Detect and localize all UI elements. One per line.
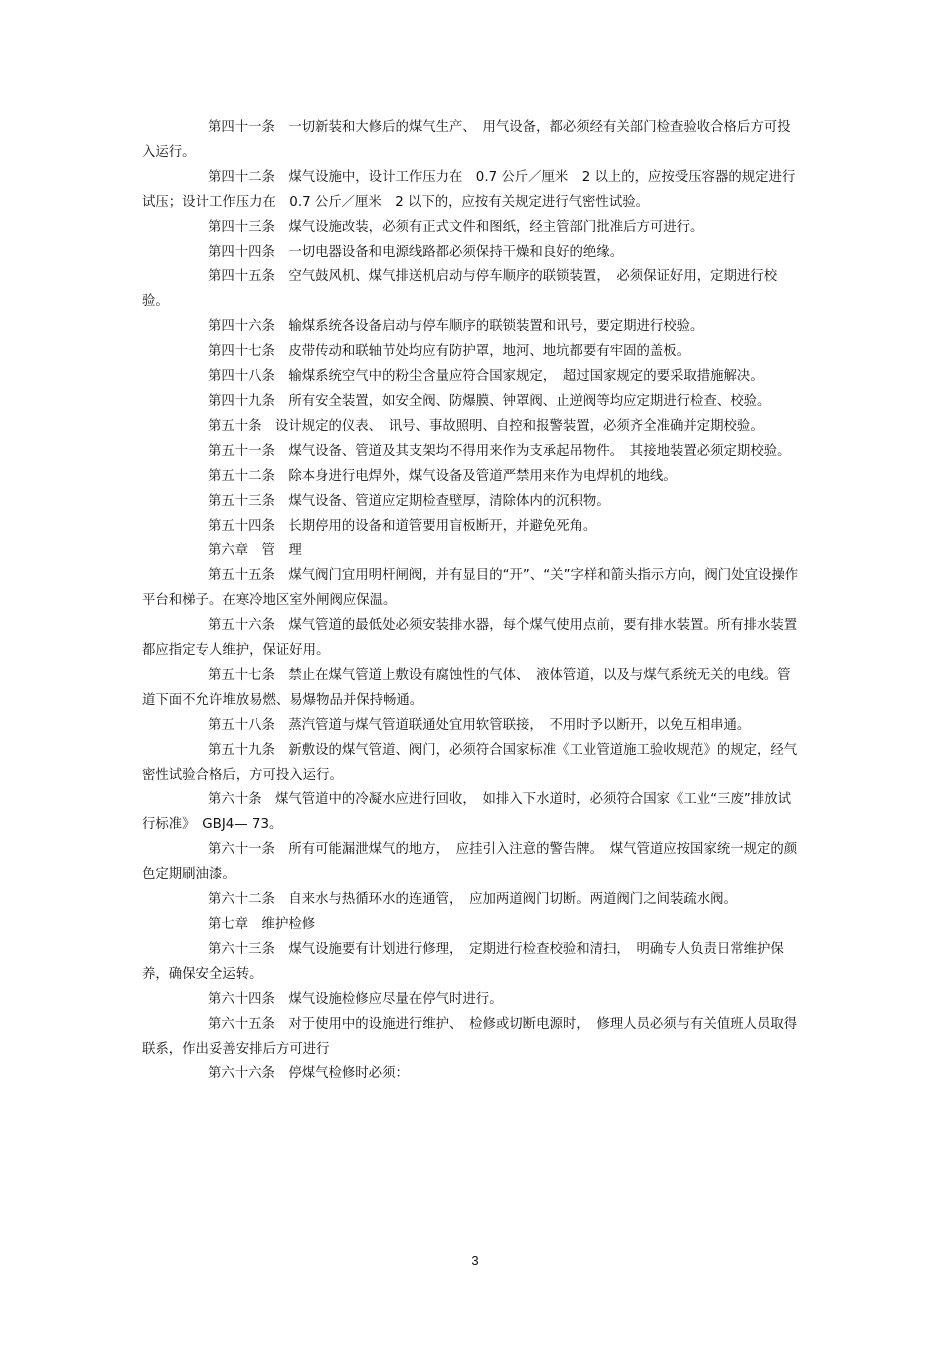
paragraph: 第五十四条 长期停用的设备和道管要用盲板断开，并避免死角。 [208,518,597,534]
paragraph: 第五十条 设计规定的仪表、 讯号、事故照明、自控和报警装置，必须齐全准确并定期校验。 [208,418,764,434]
paragraph: 第四十九条 所有安全装置，如安全阀、防爆膜、钟罩阀、止逆阀等均应定期进行检查、校验。 [208,393,771,409]
paragraph: 第四十八条 输煤系统空气中的粉尘含量应符合国家规定， 超过国家规定的要采取措施解决。 [208,369,764,385]
paragraph: 第四十四条 一切电器设备和电源线路都必须保持干燥和良好的绝缘。 [208,244,624,260]
paragraph: 第六十二条 自来水与热循环水的连通管， 应加两道阀门切断。两道阀门之间装疏水阀。 [208,892,737,908]
chapter-heading: 第六章 管 理 [208,543,302,559]
paragraph: 第四十五条 空气鼓风机、煤气排送机启动与停车顺序的联锁装置， 必须保证好用，定期进行校验。 [142,269,778,310]
document-body [142,116,802,1087]
paragraph: 第四十六条 输煤系统各设备启动与停车顺序的联锁装置和讯号，要定期进行校验。 [208,319,704,335]
paragraph: 第五十六条 煤气管道的最低处必须安装排水器，每个煤气使用点前，要有排水装置。所有排水装置都应指定专人维护，保证好用。 [142,618,798,659]
paragraph: 第四十一条 一切新装和大修后的煤气生产、 用气设备，都必须经有关部门检查验收合格后方可投入运行。 [142,120,791,160]
paragraph: 第四十七条 皮带传动和联轴节处均应有防护罩，地河、地坑都要有牢固的盖板。 [208,344,691,360]
chapter-heading: 第七章 维护检修 [208,917,316,932]
paragraph: 第五十三条 煤气设备、管道应定期检查壁厚，清除体内的沉积物。 [208,493,610,509]
paragraph: 第六十条 煤气管道中的冷凝水应进行回收， 如排入下水道时，必须符合国家《工业“三废”排放试行标准》 GBJ4— 73。 [142,792,791,833]
paragraph: 第六十四条 煤气设施检修应尽量在停气时进行。 [208,991,503,1007]
paragraph: 第五十五条 煤气阀门宜用明杆闸阀，并有显目的“开”、“关”字样和箭头指示方向，阀门处宜设操作平台和梯子。在寒冷地区室外闸阀应保温。 [142,568,799,609]
paragraph: 第五十八条 蒸汽管道与煤气管道联通处宜用软管联接， 不用时予以断开，以免互相串通。 [208,717,751,733]
paragraph: 第六十六条 停煤气检修时必须： [208,1066,409,1082]
paragraph: 第五十九条 新敷设的煤气管道、阀门，必须符合国家标准《工业管道施工验收规范》的规定，经气密性试验合格后，方可投入运行。 [142,742,798,783]
paragraph: 第六十五条 对于使用中的设施进行维护、 检修或切断电源时， 修理人员必须与有关值班人员取得联系，作出妥善安排后方可进行 [142,1016,798,1057]
paragraph: 第五十二条 除本身进行电焊外，煤气设备及管道严禁用来作为电焊机的地线。 [208,468,677,484]
paragraph: 第五十七条 禁止在煤气管道上敷设有腐蚀性的气体、 液体管道，以及与煤气系统无关的电线。管道下面不允许堆放易燃、易爆物品并保持畅通。 [142,667,791,708]
paragraph: 第四十二条 煤气设施中，设计工作压力在 0.7 公斤／厘米 2 以上的，应按受压容器的规定进行试压；设计工作压力在 0.7 公斤／厘米 2 以下的，应按有关规定进行气密性试验。 [142,169,796,210]
page-number: 3 [471,1253,479,1268]
paragraph: 第六十一条 所有可能漏泄煤气的地方， 应挂引入注意的警告牌。 煤气管道应按国家统一规定的颜色定期刷油漆。 [142,842,798,883]
paragraph: 第五十一条 煤气设备、管道及其支架均不得用来作为支承起吊物件。 其接地装置必须定期校验。 [208,443,791,459]
paragraph: 第六十三条 煤气设施要有计划进行修理， 定期进行检查校验和清扫， 明确专人负责日常维护保养，确保安全运转。 [142,941,784,982]
paragraph: 第四十三条 煤气设施改装，必须有正式文件和图纸，经主管部门批准后方可进行。 [208,219,704,235]
